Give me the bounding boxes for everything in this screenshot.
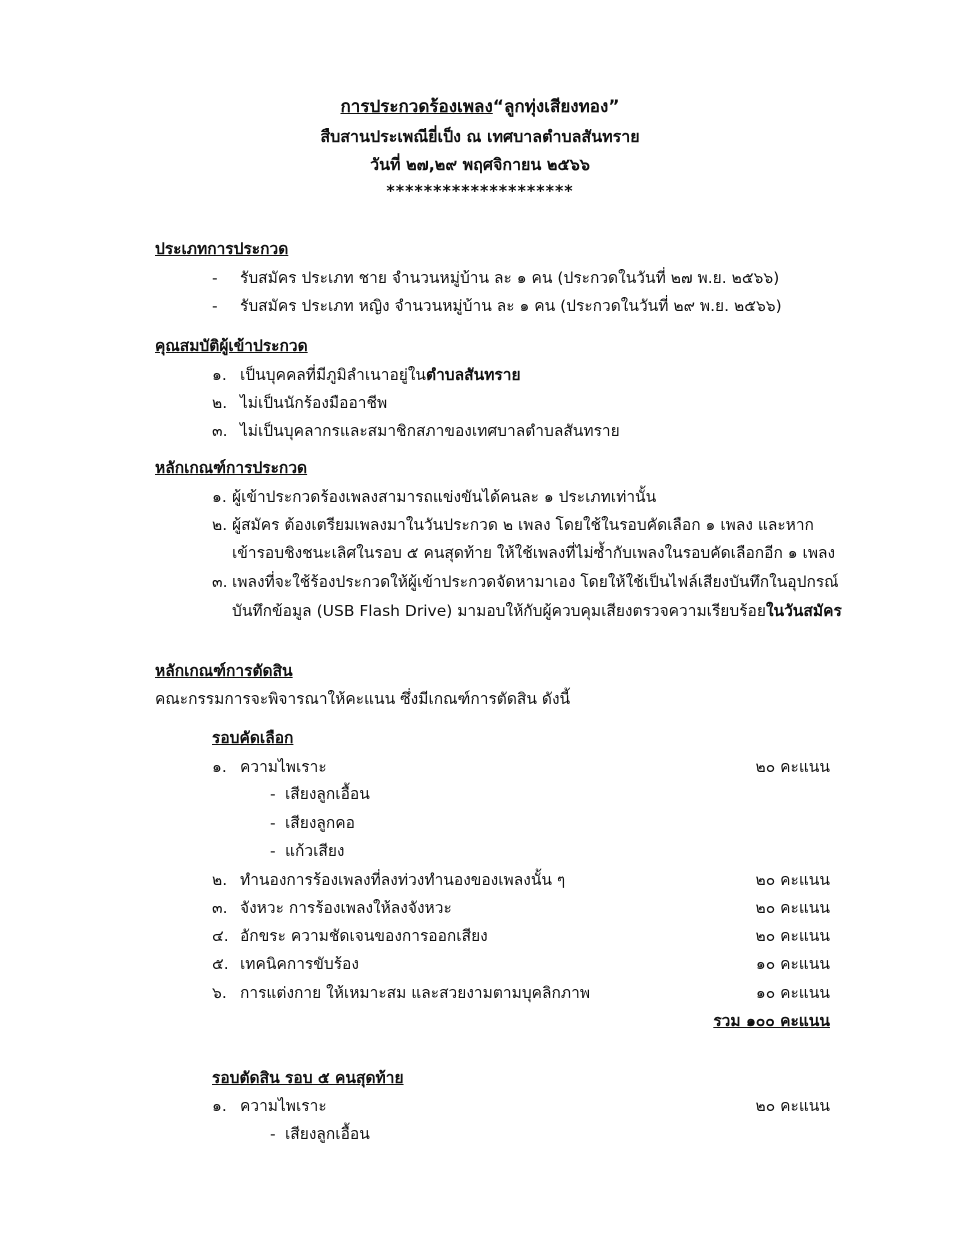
list-number: ๑. bbox=[212, 366, 227, 384]
criterion-label: จังหวะ การร้องเพลงให้ลงจังหวะ bbox=[240, 899, 452, 917]
sub-criterion: แก้วเสียง bbox=[285, 842, 345, 860]
rule-item: เพลงที่จะใช้ร้องประกวดให้ผู้เข้าประกวดจัดหามาเอง โดยให้ใช้เป็นไฟล์เสียงบันทึกในอุปกรณ์ bbox=[232, 573, 839, 591]
bullet-dash: - bbox=[270, 814, 276, 832]
sub-criterion: เสียงลูกคอ bbox=[285, 814, 355, 832]
bullet-dash: - bbox=[212, 297, 218, 315]
list-number: ๓. bbox=[212, 573, 228, 591]
list-number: ๕. bbox=[212, 955, 229, 973]
criterion-score: ๒๐ คะแนน bbox=[755, 899, 830, 917]
section-heading-qualifications: คุณสมบัติผู้เข้าประกวด bbox=[155, 337, 308, 355]
criterion-label: อักขระ ความชัดเจนของการออกเสียง bbox=[240, 927, 488, 945]
list-number: ๑. bbox=[212, 1097, 227, 1115]
list-number: ๔. bbox=[212, 927, 229, 945]
rule-item: ผู้เข้าประกวดร้องเพลงสามารถแข่งขันได้คนละ ๑ ประเภทเท่านั้น bbox=[232, 488, 657, 506]
bullet-dash: - bbox=[212, 269, 218, 287]
category-item: รับสมัคร ประเภท ชาย จำนวนหมู่บ้าน ละ ๑ คน (ประกวดในวันที่ ๒๗ พ.ย. ๒๕๖๖) bbox=[240, 269, 780, 287]
rule-item: ผู้สมัคร ต้องเตรียมเพลงมาในวันประกวด ๒ เพลง โดยใช้ในรอบคัดเลือก ๑ เพลง และหาก bbox=[232, 516, 814, 534]
bullet-dash: - bbox=[270, 1125, 276, 1143]
criterion-label: ความไพเราะ bbox=[240, 758, 327, 776]
sub-criterion: เสียงลูกเอื้อน bbox=[285, 1125, 370, 1143]
title-underlined: การประกวดร้องเพลง bbox=[340, 97, 493, 117]
rule-item-continuation: เข้ารอบชิงชนะเลิศในรอบ ๕ คนสุดท้าย ให้ใช้เพลงที่ไม่ซ้ำกับเพลงในรอบคัดเลือกอีก ๑ เพลง bbox=[232, 544, 836, 562]
bold-emphasis: ตำบลสันทราย bbox=[426, 366, 521, 384]
criterion-label: การแต่งกาย ให้เหมาะสม และสวยงามตามบุคลิกภาพ bbox=[240, 984, 591, 1002]
list-number: ๓. bbox=[212, 422, 228, 440]
section-heading-categories: ประเภทการประกวด bbox=[155, 240, 289, 258]
title-quoted: “ลูกทุ่งเสียงทอง” bbox=[492, 97, 620, 117]
sub-criterion: เสียงลูกเอื้อน bbox=[285, 785, 370, 803]
bullet-dash: - bbox=[270, 785, 276, 803]
qualification-item: ไม่เป็นนักร้องมืออาชีพ bbox=[240, 394, 388, 412]
document-title bbox=[0, 96, 960, 118]
list-number: ๑. bbox=[212, 758, 227, 776]
criterion-score: ๑๐ คะแนน bbox=[755, 984, 830, 1002]
criterion-score: ๒๐ คะแนน bbox=[755, 871, 830, 889]
list-number: ๒. bbox=[212, 871, 228, 889]
criterion-score: ๑๐ คะแนน bbox=[755, 955, 830, 973]
separator-stars: ******************** bbox=[386, 181, 574, 200]
subsection-heading-preliminary: รอบคัดเลือก bbox=[212, 729, 294, 747]
bullet-dash: - bbox=[270, 842, 276, 860]
criterion-label: ความไพเราะ bbox=[240, 1097, 327, 1115]
list-number: ๒. bbox=[212, 394, 228, 412]
document-subtitle: สืบสานประเพณียี่เป็ง ณ เทศบาลตำบลสันทราย bbox=[320, 127, 640, 146]
judging-intro: คณะกรรมการจะพิจารณาให้คะแนน ซึ่งมีเกณฑ์การตัดสิน ดังนี้ bbox=[155, 690, 571, 708]
rule-item-continuation: บันทึกข้อมูล (USB Flash Drive) มามอบให้กับผู้ควบคุมเสียงตรวจความเรียบร้อยในวันสมัคร bbox=[232, 602, 842, 620]
bold-emphasis: ในวันสมัคร bbox=[765, 602, 842, 620]
list-number: ๓. bbox=[212, 899, 228, 917]
criterion-label: เทคนิคการขับร้อง bbox=[240, 955, 359, 973]
criterion-score: ๒๐ คะแนน bbox=[755, 758, 830, 776]
document-date: วันที่ ๒๗,๒๙ พฤศจิกายน ๒๕๖๖ bbox=[370, 155, 590, 174]
section-heading-judging: หลักเกณฑ์การตัดสิน bbox=[155, 662, 293, 680]
list-number: ๖. bbox=[212, 984, 227, 1002]
list-number: ๑. bbox=[212, 488, 227, 506]
list-number: ๒. bbox=[212, 516, 228, 534]
subsection-heading-final: รอบตัดสิน รอบ ๕ คนสุดท้าย bbox=[212, 1069, 404, 1087]
criterion-label: ทำนองการร้องเพลงที่ลงท่วงทำนองของเพลงนั้น ๆ bbox=[240, 871, 566, 889]
qualification-item: ไม่เป็นบุคลากรและสมาชิกสภาของเทศบาลตำบลสันทราย bbox=[240, 422, 620, 440]
criterion-score: ๒๐ คะแนน bbox=[755, 927, 830, 945]
total-score: รวม ๑๐๐ คะแนน bbox=[713, 1012, 830, 1030]
section-heading-rules: หลักเกณฑ์การประกวด bbox=[155, 459, 308, 477]
criterion-score: ๒๐ คะแนน bbox=[755, 1097, 830, 1115]
category-item: รับสมัคร ประเภท หญิง จำนวนหมู่บ้าน ละ ๑ คน (ประกวดในวันที่ ๒๙ พ.ย. ๒๕๖๖) bbox=[240, 297, 782, 315]
qualification-item: เป็นบุคคลที่มีภูมิลำเนาอยู่ในตำบลสันทราย bbox=[240, 366, 521, 384]
